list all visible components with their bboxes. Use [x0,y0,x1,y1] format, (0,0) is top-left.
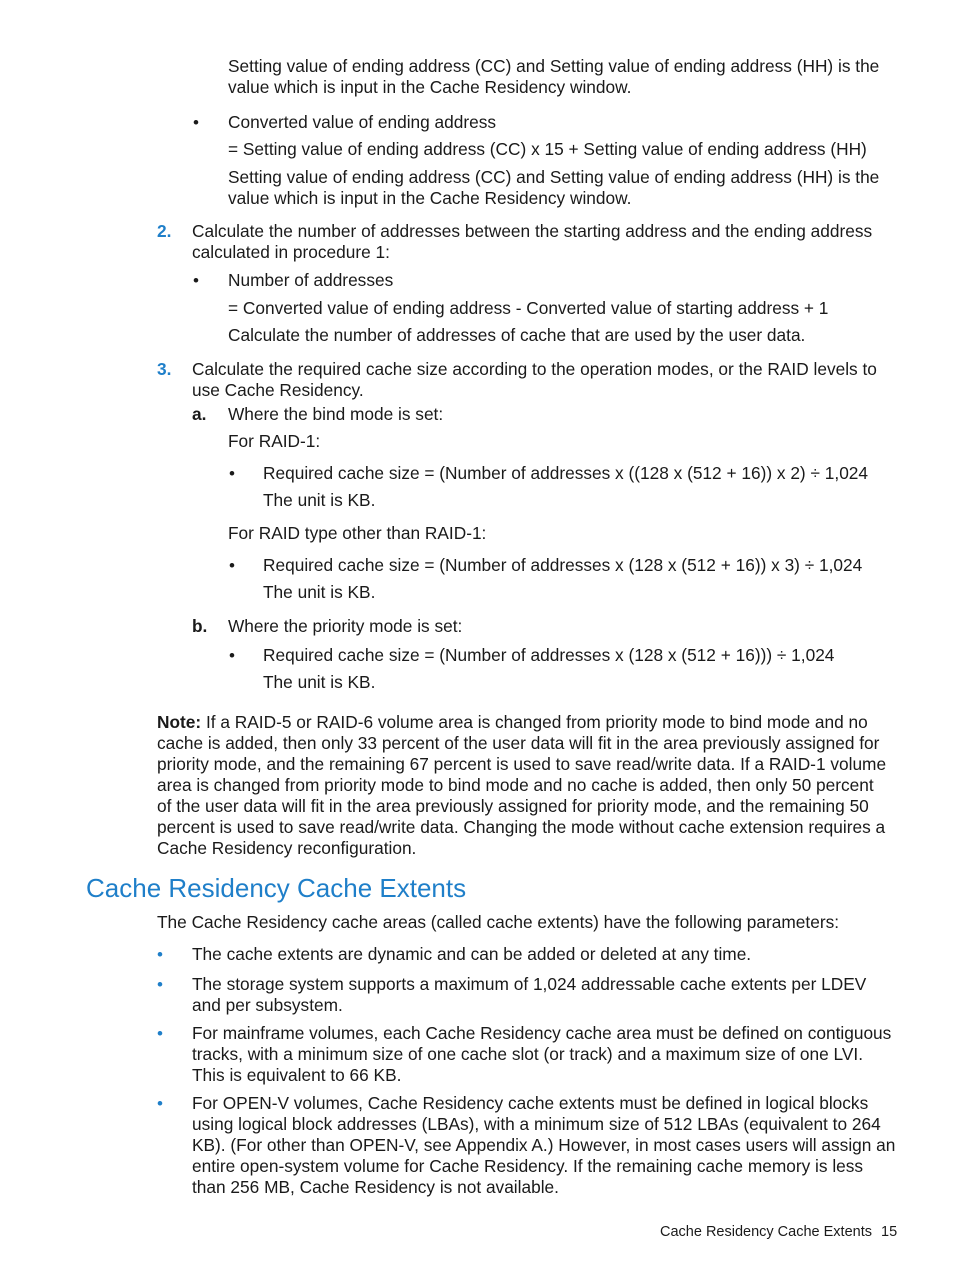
bullet-icon: • [229,646,235,665]
substep-text: Where the bind mode is set: [228,404,444,424]
bullet-icon: • [193,113,199,132]
footer-title: Cache Residency Cache Extents [660,1224,872,1240]
note-paragraph [157,712,892,859]
formula: = Converted value of ending address - Converted value of starting address + 1 [228,298,829,318]
list-item: The cache extents are dynamic and can be added or deleted at any time. [192,944,752,964]
unit-text: The unit is KB. [263,672,376,692]
bullet-icon: • [157,1094,163,1113]
note-label: Note: [157,712,202,732]
step-text: Calculate the number of addresses between the starting address and the ending address calculated in procedure 1: [192,221,873,262]
list-item: For mainframe volumes, each Cache Residency cache area must be defined on contiguous tracks, with a minimum size of one cache slot (or track) and a maximum size of one LVI. This is equivalent to 66 KB. [192,1023,892,1085]
formula: Required cache size = (Number of addresses x (128 x (512 + 16))) ÷ 1,024 [263,645,835,665]
section-intro: The Cache Residency cache areas (called cache extents) have the following parameters: [157,912,840,932]
bullet-icon: • [157,1024,163,1043]
raid-label: For RAID type other than RAID-1: [228,523,487,543]
section-heading: Cache Residency Cache Extents [86,873,467,903]
unit-text: The unit is KB. [263,490,376,510]
list-item: Converted value of ending address [228,112,497,132]
page-number: 15 [881,1224,898,1240]
substep-label: a. [192,404,207,424]
body-paragraph: Setting value of ending address (CC) and Setting value of ending address (HH) is the value which is input in the Cache Residency window. [228,56,880,97]
body-paragraph: Calculate the number of addresses of cache that are used by the user data. [228,325,806,345]
formula: Required cache size = (Number of addresses x ((128 x (512 + 16)) x 2) ÷ 1,024 [263,463,869,483]
substep-label: b. [192,616,208,636]
unit-text: The unit is KB. [263,582,376,602]
formula: = Setting value of ending address (CC) x 15 + Setting value of ending address (HH) [228,139,867,159]
step-text: Calculate the required cache size according to the operation modes, or the RAID levels to use Cache Residency. [192,359,877,400]
list-item: The storage system supports a maximum of 1,024 addressable cache extents per LDEV and per subsystem. [192,974,867,1015]
raid-label: For RAID-1: [228,431,321,451]
step-number: 2. [157,221,172,241]
formula: Required cache size = (Number of addresses x (128 x (512 + 16)) x 3) ÷ 1,024 [263,555,863,575]
substep-text: Where the priority mode is set: [228,616,463,636]
bullet-icon: • [193,271,199,290]
note-text: If a RAID-5 or RAID-6 volume area is changed from priority mode to bind mode and no cache is added, then only 33 percent of the user data will fit in the area previously assigned for priority mode, and the remaining 67 percent is used to save read/write data. If a RAID-1 volume area is changed from priority mode to bind mode and no cache is added, then only 50 percent of the user data will fit in the area previously assigned for priority mode, and the remaining 50 percent is used to save read/write data. Changing the mode without cache extension requires a Cache Residency reconfiguration. [157,712,887,858]
bullet-icon: • [157,945,163,964]
list-item: Number of addresses [228,270,394,290]
list-item: For OPEN-V volumes, Cache Residency cache extents must be defined in logical blocks using logical block addresses (LBAs), with a minimum size of 512 LBAs (equivalent to 264 KB). (For other than OPEN-V, see Appendix A.) However, in most cases users will assign an entire open-system volume for Cache Residency. If the remaining cache memory is less than 256 MB, Cache Residency is not available. [192,1093,896,1197]
body-paragraph: Setting value of ending address (CC) and Setting value of ending address (HH) is the value which is input in the Cache Residency window. [228,167,880,208]
step-number: 3. [157,359,172,379]
bullet-icon: • [157,975,163,994]
bullet-icon: • [229,464,235,483]
bullet-icon: • [229,556,235,575]
